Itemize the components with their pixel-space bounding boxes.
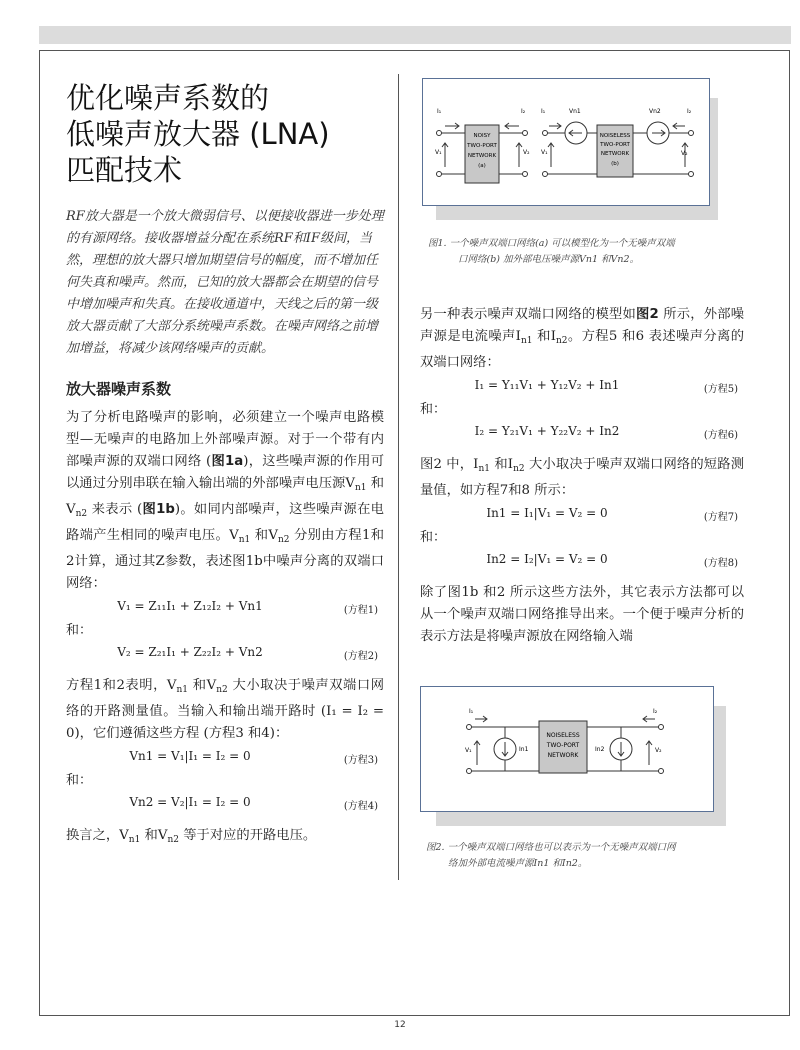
svg-text:TWO-PORT: TWO-PORT: [467, 143, 497, 149]
svg-text:I₂: I₂: [521, 108, 526, 115]
figure1: [422, 78, 710, 206]
current-arrow-icon: [505, 123, 519, 129]
paragraph-other-representations: 除了图1b 和2 所示这些方法外，其它表示方法都可以从一个噪声双端口网络推导出来。一个便于噪声分析的表示方法是将噪声源放在网络输入端: [420, 585, 744, 644]
paragraph-short-circuit: 图2 中，$I_{n1}$ 和$I_{n2}$ 大小取决于噪声双端口网络的短路测量值，如方程7和8 所示：: [420, 457, 744, 498]
figure2: [420, 686, 714, 812]
current-arrow-icon: [475, 716, 487, 722]
article-title: [66, 80, 384, 188]
equation-6: I₂ = Y₂₁V₁ + Y₂₂V₂ + In2 (方程6): [474, 424, 738, 441]
svg-text:I₂: I₂: [653, 708, 658, 715]
fig1a-ref[interactable]: 图1a: [211, 454, 244, 469]
right-column: [420, 300, 744, 648]
and-label: 和：: [420, 402, 447, 417]
svg-text:V₂: V₂: [523, 149, 530, 156]
title-line-2: 低噪声放大器 (LNA): [66, 117, 330, 151]
svg-text:TWO-PORT: TWO-PORT: [546, 742, 580, 749]
left-column: [66, 80, 384, 851]
title-line-1: 优化噪声系数的: [66, 81, 270, 115]
svg-text:NETWORK: NETWORK: [467, 153, 497, 159]
figure1-diagram: [423, 79, 709, 205]
current-arrow-icon: [549, 123, 561, 129]
paragraph-open-voltage: 换言之，$V_{n1}$ 和$V_{n2}$ 等于对应的开路电压。: [66, 828, 317, 845]
paragraph-noise-model: 为了分析电路噪声的影响，必须建立一个噪声电路模型—无噪声的电路加上外部噪声源。对于一个带有内部噪声源的双端口网络 (图1a)，这些噪声源的作用可以通过分别串联在输入输出端的外部噪声电压源$V_{n1}$ 和$V_{n2}$ 来表示 (图1b)。如同内部噪声，这些噪声源在电路端产生相同的噪声电压。$V_{n1}$ 和$V_{n2}$ 分别由方程1和2计算，通过其Z参数，表述图1b中噪声分离的双端口网络：: [66, 410, 384, 591]
paragraph-current-model: 另一种表示噪声双端口网络的模型如图2 所示，外部噪声源是电流噪声$I_{n1}$ 和$I_{n2}$。方程5 和6 表述噪声分离的双端口网络：: [420, 307, 744, 370]
paragraph-open-circuit: 方程1和2表明，$V_{n1}$ 和$V_{n2}$ 大小取决于噪声双端口网络的开路测量值。当输入和输出端开路时 (I₁ = I₂ = 0)，它们遵循这些方程 (方程3 和4)：: [66, 678, 384, 741]
figure1-caption: 图1. 一个噪声双端口网络(a) 可以模型化为一个无噪声双端 口网络(b) 加外部电压噪声源Vn1 和Vn2。: [428, 238, 675, 265]
equation-7: In1 = I₁|V₁ = V₂ = 0 (方程7): [486, 506, 738, 523]
svg-text:(b): (b): [611, 161, 619, 167]
top-gray-bar: [39, 26, 791, 44]
svg-text:Vn1: Vn1: [569, 108, 581, 115]
current-arrow-icon: [673, 123, 685, 129]
svg-text:NOISELESS: NOISELESS: [599, 133, 631, 139]
svg-text:I₂: I₂: [687, 108, 692, 115]
svg-text:NOISELESS: NOISELESS: [546, 732, 580, 739]
equation-2: V₂ = Z₂₁I₁ + Z₂₂I₂ + Vn2 (方程2): [117, 645, 378, 662]
equation-4: Vn2 = V₂|I₁ = I₂ = 0 (方程4): [129, 795, 378, 812]
svg-text:In1: In1: [519, 746, 529, 753]
svg-text:In2: In2: [595, 746, 605, 753]
current-arrow-icon: [445, 123, 459, 129]
section-heading: 放大器噪声系数: [66, 380, 172, 398]
and-label: 和：: [420, 530, 447, 545]
equation-5: I₁ = Y₁₁V₁ + Y₁₂V₂ + In1 (方程5): [474, 378, 738, 395]
voltage-arrow-icon: [442, 143, 448, 167]
equation-8: In2 = I₂|V₁ = V₂ = 0 (方程8): [486, 552, 738, 569]
page-number: 12: [394, 1020, 406, 1030]
svg-text:V₂: V₂: [655, 747, 662, 754]
svg-text:NETWORK: NETWORK: [547, 752, 579, 759]
svg-text:V₂: V₂: [681, 150, 688, 157]
fig2-ref[interactable]: 图2: [636, 307, 659, 322]
voltage-arrow-icon: [548, 143, 554, 167]
svg-text:Vn2: Vn2: [649, 108, 661, 115]
svg-text:V₁: V₁: [465, 747, 472, 754]
svg-text:V₁: V₁: [435, 149, 442, 156]
and-label: 和：: [66, 623, 93, 638]
svg-text:I₁: I₁: [437, 108, 442, 115]
voltage-arrow-icon: [474, 741, 480, 765]
svg-text:I₁: I₁: [541, 108, 546, 115]
current-arrow-icon: [643, 716, 655, 722]
equation-1: V₁ = Z₁₁I₁ + Z₁₂I₂ + Vn1 (方程1): [117, 599, 378, 616]
svg-text:TWO-PORT: TWO-PORT: [600, 142, 630, 148]
fig1b-ref[interactable]: 图1b: [142, 502, 175, 517]
svg-text:NETWORK: NETWORK: [600, 151, 630, 157]
svg-text:(a): (a): [478, 163, 486, 169]
svg-text:I₁: I₁: [469, 708, 474, 715]
title-line-3: 匹配技术: [66, 153, 183, 187]
column-divider: [398, 74, 399, 880]
figure2-caption: 图2. 一个噪声双端口网络也可以表示为一个无噪声双端口网 络加外部电流噪声源In1 和In2。: [426, 842, 676, 869]
equation-3: Vn1 = V₁|I₁ = I₂ = 0 (方程3): [129, 749, 378, 766]
figure2-diagram: [421, 687, 713, 811]
svg-text:V₁: V₁: [541, 149, 548, 156]
and-label: 和：: [66, 773, 93, 788]
abstract: RF放大器是一个放大微弱信号、以便接收器进一步处理的有源网络。接收器增益分配在系统RF和IF级间，当然，理想的放大器只增加期望信号的幅度，而不增加任何失真和噪声。然而，已知的放大器都会在期望的信号中增加噪声和失真。在接收通道中，天线之后的第一级放大器贡献了大部分系统噪声系数。在噪声网络之前增加增益，将减少该网络噪声的贡献。: [66, 209, 384, 356]
voltage-arrow-icon: [646, 741, 652, 765]
voltage-arrow-icon: [516, 143, 522, 167]
svg-text:NOISY: NOISY: [473, 133, 491, 139]
